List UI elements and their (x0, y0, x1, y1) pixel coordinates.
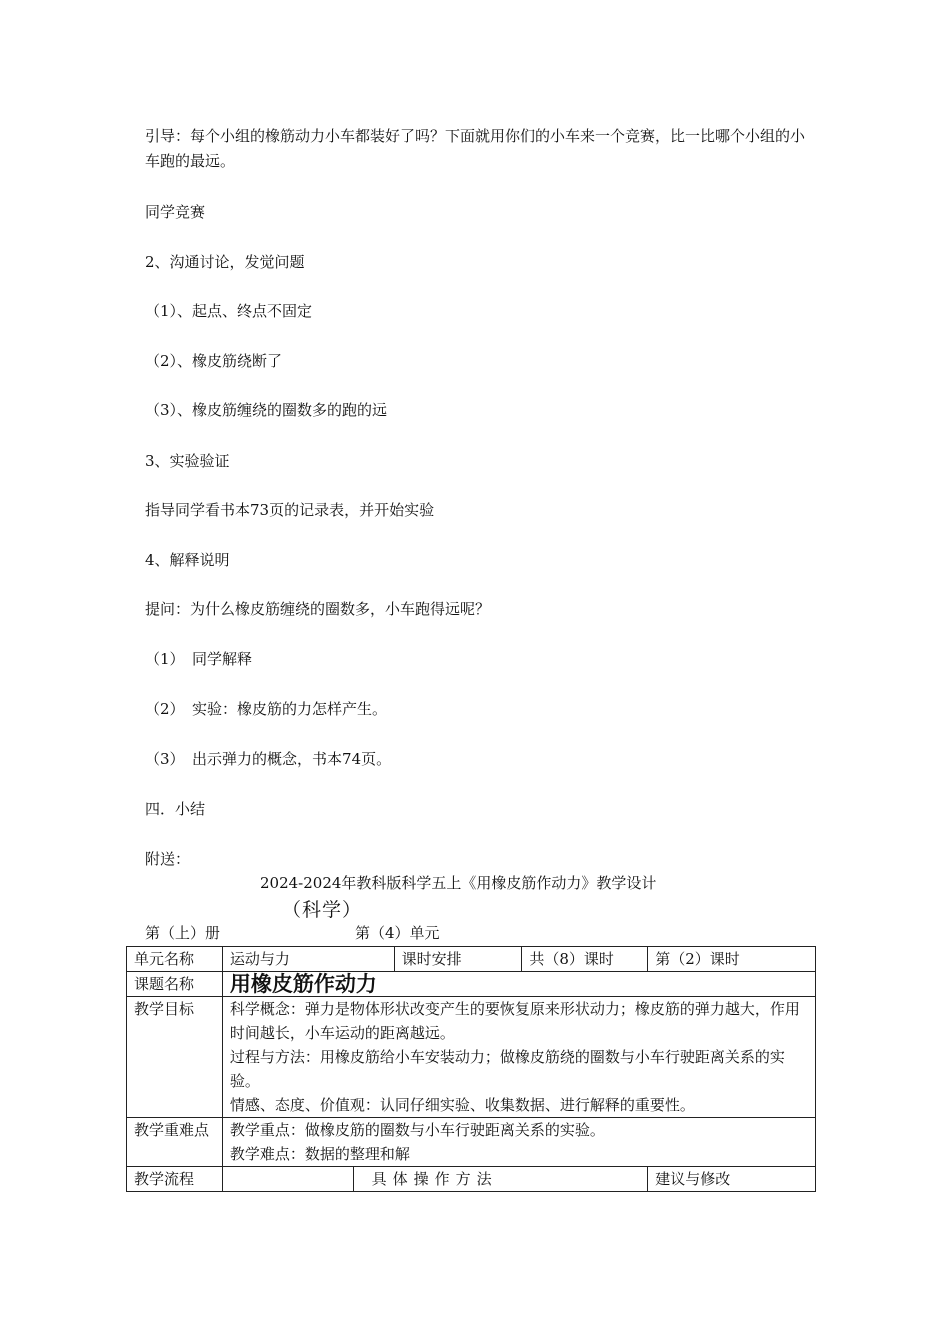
guide-line: 指导同学看书本73页的记录表，并开始实验 (145, 501, 435, 519)
subject-label: （科学） (282, 899, 363, 921)
table-row (127, 1118, 816, 1167)
table-row (127, 1167, 816, 1192)
topic-label: 课题名称 (127, 972, 223, 997)
key-focus: 教学重点：做橡皮筋的圈数与小车行驶距离关系的实验。 (229, 1121, 605, 1139)
appendix-label: 附送： (145, 850, 191, 868)
list-item: （3）、橡皮筋缠绕的圈数多的跑的远 (145, 401, 388, 419)
key-difficulty: 教学难点：数据的整理和解 (229, 1145, 410, 1163)
unit-name-label: 单元名称 (127, 947, 223, 972)
section-3-heading: 3、实验验证 (145, 452, 230, 470)
section-2-heading: 2、沟通讨论，发觉问题 (145, 253, 305, 271)
contest-line: 同学竞赛 (145, 203, 206, 221)
document-title: 2024-2024年教科版科学五上《用橡皮筋作动力》教学设计 (260, 874, 657, 892)
flow-label: 教学流程 (127, 1167, 223, 1192)
method-header: 具体操作方法 (353, 1167, 648, 1192)
current-hour: 第（2）课时 (648, 947, 816, 972)
summary-heading: 四．小结 (145, 800, 206, 818)
lesson-plan-table (126, 946, 816, 1192)
volume-label: 第（上）册 (145, 924, 221, 942)
schedule-label: 课时安排 (394, 947, 522, 972)
list-item: （1）、起点、终点不固定 (145, 302, 313, 320)
flow-empty-cell (222, 1167, 353, 1192)
list-item: （1） 同学解释 (145, 650, 253, 668)
section-4-heading: 4、解释说明 (145, 551, 230, 569)
list-item: （3） 出示弹力的概念，书本74页。 (145, 750, 392, 768)
total-hours: 共（8）课时 (522, 947, 648, 972)
table-row (127, 997, 816, 1118)
question-line: 提问：为什么橡皮筋缠绕的圈数多，小车跑得远呢？ (145, 600, 491, 618)
goal-process: 过程与方法：用橡皮筋给小车安装动力；做橡皮筋绕的圈数与小车行驶距离关系的实验。 (229, 1048, 785, 1090)
topic-value: 用橡皮筋作动力 (222, 972, 815, 997)
table-row (127, 972, 816, 997)
intro-paragraph: 引导：每个小组的橡筋动力小车都装好了吗？下面就用你们的小车来一个竞赛，比一比哪个小组的小车跑的最远。 (145, 127, 806, 170)
keypoints-label: 教学重难点 (127, 1118, 223, 1167)
unit-name-value: 运动与力 (222, 947, 394, 972)
suggest-header: 建议与修改 (648, 1167, 816, 1192)
goal-concept: 科学概念：弹力是物体形状改变产生的要恢复原来形状动力；橡皮筋的弹力越大，作用时间越长，小车运动的距离越远。 (229, 1000, 800, 1042)
goals-label: 教学目标 (127, 997, 223, 1118)
goal-attitude: 情感、态度、价值观：认同仔细实验、收集数据、进行解释的重要性。 (229, 1096, 695, 1114)
unit-label: 第（4）单元 (355, 924, 440, 942)
list-item: （2） 实验：橡皮筋的力怎样产生。 (145, 700, 388, 718)
list-item: （2）、橡皮筋绕断了 (145, 352, 283, 370)
table-row (127, 947, 816, 972)
